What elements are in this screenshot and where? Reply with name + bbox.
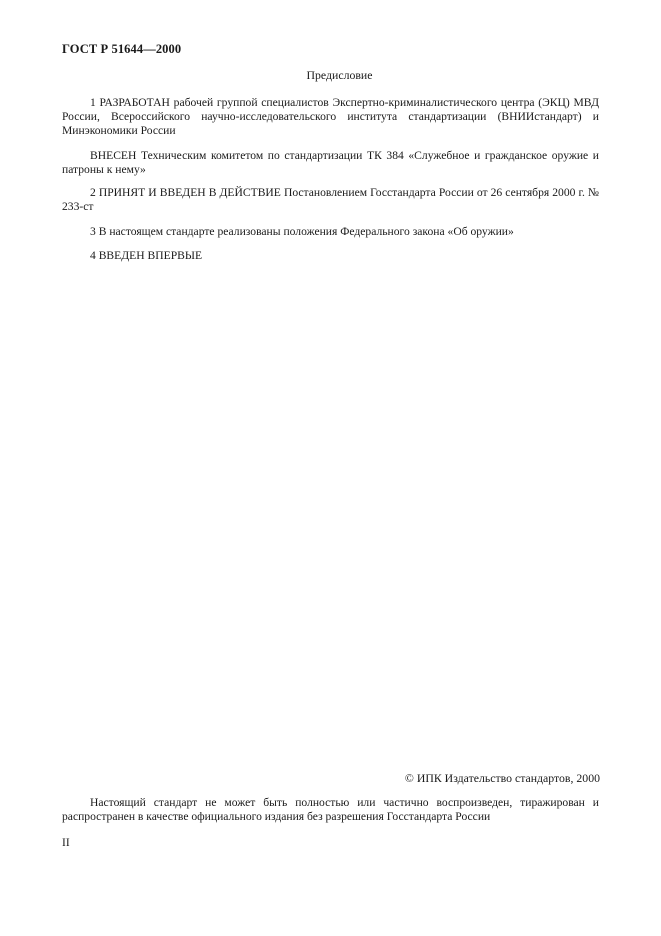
page-number: II	[62, 837, 70, 849]
preface-paragraph-first-introduced: 4 ВВЕДЕН ВПЕРВЫЕ	[90, 249, 203, 262]
copyright-notice: © ИПК Издательство стандартов, 2000	[404, 771, 600, 785]
reproduction-notice: Настоящий стандарт не может быть полностью или частично воспроизведен, тиражирован и распространен в качестве официального издания без разрешения Госстандарта России	[62, 796, 599, 823]
preface-paragraph-introduced: ВНЕСЕН Техническим комитетом по стандартизации ТК 384 «Служебное и гражданское оружие и патроны к нему»	[62, 149, 599, 176]
preface-title: Предисловие	[306, 68, 373, 82]
preface-paragraph-adopted: 2 ПРИНЯТ И ВВЕДЕН В ДЕЙСТВИЕ Постановлением Госстандарта России от 26 сентября 2000 г. № 233-ст	[62, 186, 599, 213]
preface-paragraph-federal-law: 3 В настоящем стандарте реализованы положения Федерального закона «Об оружии»	[90, 225, 514, 238]
document-code: ГОСТ Р 51644—2000	[62, 42, 182, 56]
preface-paragraph-developed: 1 РАЗРАБОТАН рабочей группой специалистов Экспертно-криминалистического центра (ЭКЦ) МВД России, Всероссийского научно-исследовательского института стандартизации (ВНИИстандарт) и Минэкономики России	[62, 96, 599, 137]
